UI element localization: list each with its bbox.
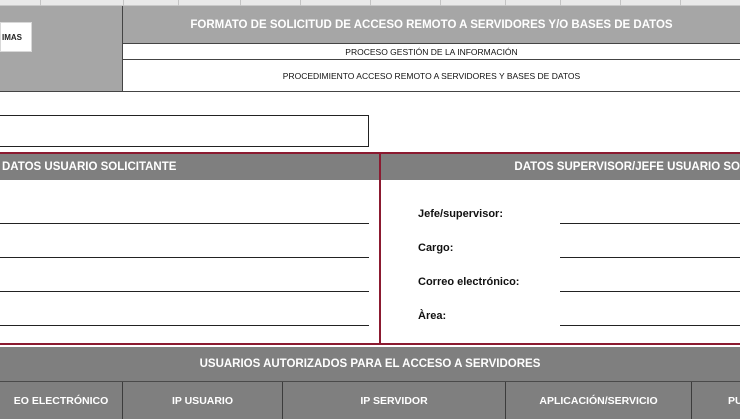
- requester-field-line[interactable]: [0, 325, 369, 326]
- requester-field-line[interactable]: [0, 257, 369, 258]
- supervisor-section-title: DATOS SUPERVISOR/JEFE USUARIO SO: [514, 161, 740, 173]
- supervisor-field-label: Correo electrónico:: [418, 276, 520, 288]
- column-header-port: [692, 382, 743, 419]
- procedure-text: PROCEDIMIENTO ACCESO REMOTO A SERVIDORES Y BASES DE DATOS: [282, 70, 581, 81]
- supervisor-field-label: Cargo:: [418, 242, 454, 254]
- form-title: [123, 6, 740, 44]
- supervisor-position-field[interactable]: [560, 257, 740, 258]
- logo: [0, 22, 32, 52]
- column-header-server-ip: [283, 382, 506, 419]
- requester-field-line[interactable]: [0, 291, 369, 292]
- procedure-label: [123, 60, 740, 92]
- supervisor-area-field[interactable]: [560, 325, 740, 326]
- column-header-label: PU: [728, 394, 743, 407]
- section-vertical-divider: [379, 152, 381, 343]
- requester-section-title: DATOS USUARIO SOLICITANTE: [2, 161, 177, 173]
- column-header-email: [0, 382, 123, 419]
- column-header-user-ip: [123, 382, 283, 419]
- supervisor-name-field[interactable]: [560, 223, 740, 224]
- column-header-label: IP SERVIDOR: [360, 394, 428, 407]
- form-title-text: FORMATO DE SOLICITUD DE ACCESO REMOTO A SERVIDORES Y/O BASES DE DATOS: [190, 18, 673, 31]
- supervisor-email-field[interactable]: [560, 291, 740, 292]
- authorized-users-header: [0, 347, 740, 382]
- logo-text: IMAS: [2, 32, 22, 42]
- date-input-box[interactable]: [0, 115, 369, 147]
- requester-section-header: [0, 154, 379, 180]
- requester-field-line[interactable]: [0, 223, 369, 224]
- column-header-application: [506, 382, 692, 419]
- column-header-label: EO ELECTRÓNICO: [13, 394, 109, 407]
- supervisor-section-header: [381, 154, 740, 180]
- process-text: PROCESO GESTIÓN DE LA INFORMACIÓN: [345, 46, 518, 57]
- section-divider-bottom: [0, 343, 740, 345]
- supervisor-field-label: Jefe/supervisor:: [418, 208, 503, 220]
- process-label: [123, 44, 740, 60]
- column-header-label: IP USUARIO: [171, 394, 234, 407]
- supervisor-field-label: Àrea:: [418, 310, 447, 322]
- column-header-label: APLICACIÓN/SERVICIO: [539, 394, 658, 407]
- authorized-users-title: USUARIOS AUTORIZADOS PARA EL ACCESO A SERVIDORES: [199, 358, 541, 370]
